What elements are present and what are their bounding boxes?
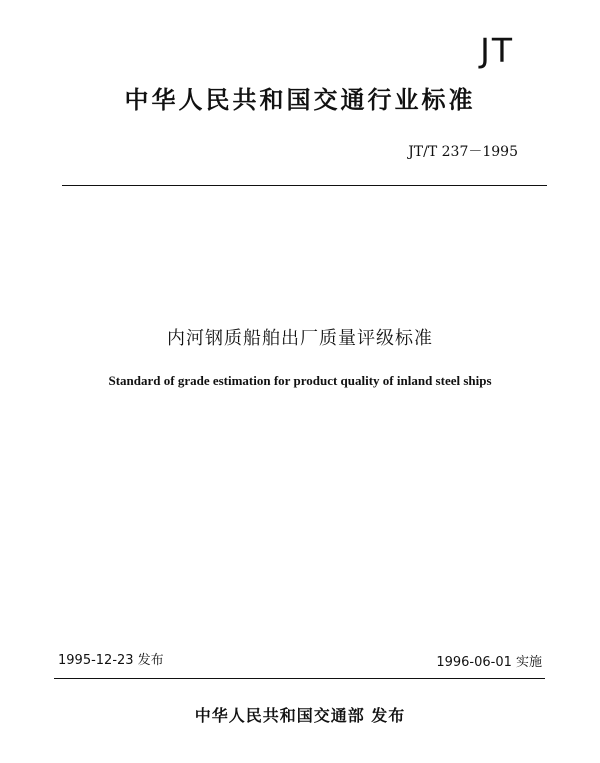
category-code: JT [480, 31, 514, 70]
document-title-chinese: 内河钢质船舶出厂质量评级标准 [167, 328, 433, 349]
standard-number: JT/T 237－1995 [408, 144, 518, 160]
issue-date: 1995-12-23 发布 [58, 653, 164, 668]
bottom-divider [54, 678, 545, 679]
publisher: 中华人民共和国交通部 发布 [194, 706, 406, 725]
top-divider [62, 185, 547, 186]
standard-series-heading: 中华人民共和国交通行业标准 [124, 85, 476, 114]
document-title-english: Standard of grade estimation for product quality of inland steel ships [108, 373, 492, 388]
implementation-date: 1996-06-01 实施 [436, 655, 542, 670]
